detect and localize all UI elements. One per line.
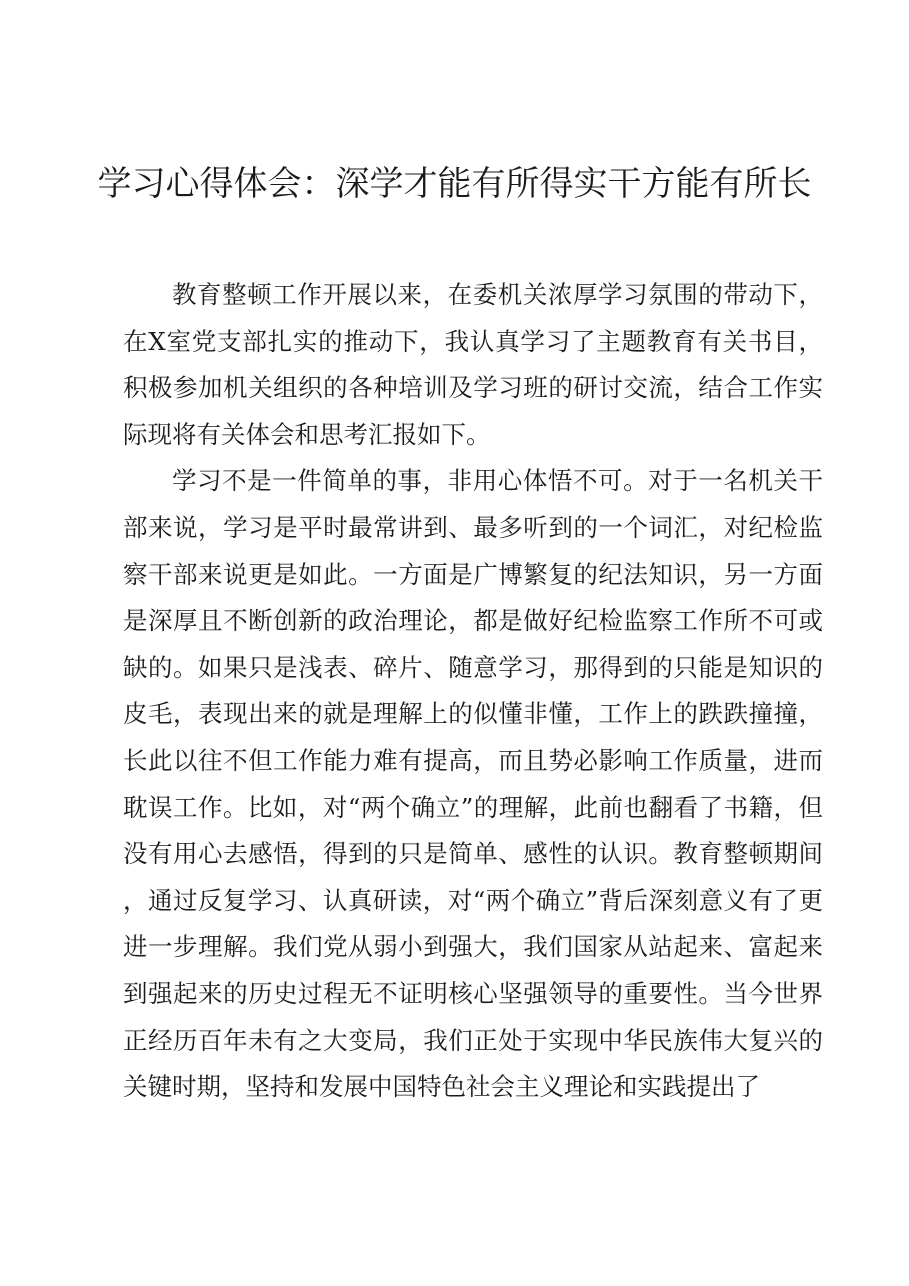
paragraph-study: 学习不是一件简单的事，非用心体悟不可。对于一名机关干部来说，学习是平时最常讲到、最多听到的一个词汇，对纪检监察干部来说更是如此。一方面是广博繁复的纪法知识，另一方面是深厚且不断创新的政治理论，都是做好纪检监察工作所不可或缺的。如果只是浅表、碎片、随意学习，那得到的只能是知识的皮毛，表现出来的就是理解上的似懂非懂，工作上的跌跌撞撞，长此以往不但工作能力难有提高，而且势必影响工作质量，进而耽误工作。比如，对“两个确立”的理解，此前也翻看了书籍，但没有用心去感悟，得到的只是简单、感性的认识。教育整顿期间，通过反复学习、认真研读，对“两个确立”背后深刻意义有了更进一步理解。我们党从弱小到强大，我们国家从站起来、富起来到强起来的历史过程无不证明核心坚强领导的重要性。当今世界正经历百年未有之大变局，我们正处于实现中华民族伟大复兴的关键时期，坚持和发展中国特色社会主义理论和实践提出了: [123, 466, 823, 1102]
paragraph-intro: 教育整顿工作开展以来，在委机关浓厚学习氛围的带动下，在X室党支部扎实的推动下，我认真学习了主题教育有关书目，积极参加机关组织的各种培训及学习班的研讨交流，结合工作实际现将有关体会和思考汇报如下。: [123, 280, 823, 449]
document-body: [123, 272, 823, 1111]
document-title: 学习心得体会：深学才能有所得实干方能有所长: [97, 164, 812, 204]
